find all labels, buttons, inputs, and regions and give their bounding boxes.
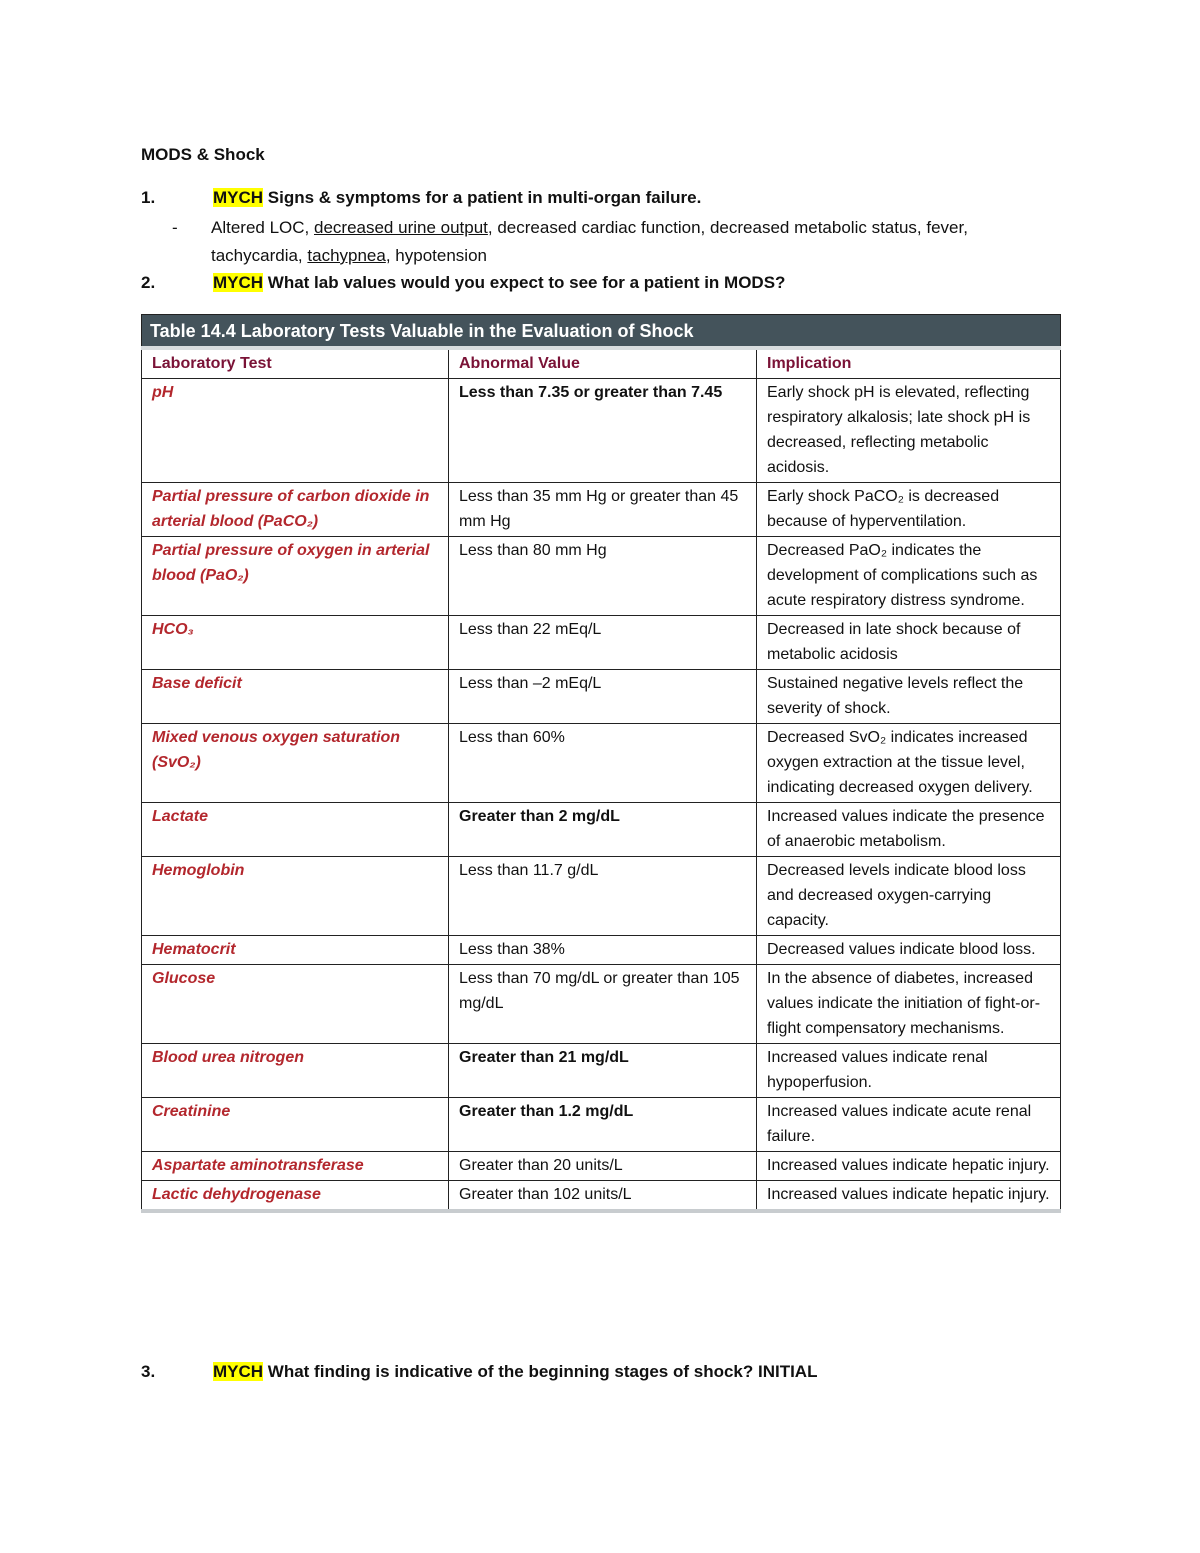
header-implication: Implication [757,348,1061,379]
header-laboratory-test: Laboratory Test [142,348,449,379]
question-3 [141,1362,817,1382]
table-row [142,483,1061,537]
implication: Decreased PaO₂ indicates the development of complications such as acute respiratory distress syndrome. [757,537,1061,616]
table-row [142,616,1061,670]
abnormal-value: Less than 60% [449,724,757,803]
table-row [142,724,1061,803]
lab-test-name: pH [142,379,449,483]
lab-test-name: Lactic dehydrogenase [142,1181,449,1212]
lab-test-name: Hemoglobin [142,857,449,936]
table-row [142,1044,1061,1098]
abnormal-value: Less than 7.35 or greater than 7.45 [449,379,757,483]
question-text: What lab values would you expect to see for a patient in MODS? [263,273,786,292]
table-row [142,1181,1061,1212]
question-2 [141,273,785,293]
page-title: MODS & Shock [141,145,265,164]
question-text: What finding is indicative of the beginning stages of shock? INITIAL [263,1362,818,1381]
abnormal-value: Greater than 102 units/L [449,1181,757,1212]
implication: Decreased levels indicate blood loss and decreased oxygen-carrying capacity. [757,857,1061,936]
implication: Increased values indicate renal hypoperfusion. [757,1044,1061,1098]
abnormal-value: Greater than 20 units/L [449,1152,757,1181]
implication: Increased values indicate hepatic injury. [757,1181,1061,1212]
answer-text [211,214,1052,270]
table-row [142,1152,1061,1181]
implication: Increased values indicate the presence of anaerobic metabolism. [757,803,1061,857]
lab-test-name: Partial pressure of carbon dioxide in arterial blood (PaCO₂) [142,483,449,537]
implication: Early shock PaCO₂ is decreased because of hyperventilation. [757,483,1061,537]
implication: In the absence of diabetes, increased values indicate the initiation of fight-or-flight compensatory mechanisms. [757,965,1061,1044]
abnormal-value: Less than 80 mm Hg [449,537,757,616]
lab-test-name: Hematocrit [142,936,449,965]
lab-test-name: Lactate [142,803,449,857]
implication: Increased values indicate acute renal failure. [757,1098,1061,1152]
bullet-dash: - [172,218,178,237]
table-row [142,670,1061,724]
abnormal-value: Less than 11.7 g/dL [449,857,757,936]
table-row [142,857,1061,936]
question-1 [141,188,701,208]
lab-test-name: HCO₃ [142,616,449,670]
table-row [142,936,1061,965]
implication: Decreased SvO₂ indicates increased oxygen extraction at the tissue level, indicating decreased oxygen delivery. [757,724,1061,803]
mych-tag: MYCH [213,1362,264,1381]
lab-test-name: Creatinine [142,1098,449,1152]
implication: Sustained negative levels reflect the severity of shock. [757,670,1061,724]
table-header-row [142,348,1061,379]
answer-part: Altered LOC, [211,218,314,237]
table-caption-row [142,315,1061,349]
lab-test-name: Glucose [142,965,449,1044]
table-caption: Table 14.4 Laboratory Tests Valuable in the Evaluation of Shock [142,315,1061,349]
answer-part: , decreased cardiac function, decreased metabolic status, fever, tachycardia, [211,218,968,265]
lab-tests-table [141,314,1061,1213]
table-row [142,803,1061,857]
answer-part: , hypotension [385,246,487,265]
table-row [142,537,1061,616]
question-number: 1. [141,188,156,207]
implication: Increased values indicate hepatic injury. [757,1152,1061,1181]
underlined-term: decreased urine output [314,218,488,237]
answer-1 [172,214,1052,270]
abnormal-value: Less than 38% [449,936,757,965]
implication: Early shock pH is elevated, reflecting respiratory alkalosis; late shock pH is decreased, reflecting metabolic acidosis. [757,379,1061,483]
lab-test-name: Partial pressure of oxygen in arterial blood (PaO₂) [142,537,449,616]
table-row [142,379,1061,483]
lab-test-name: Mixed venous oxygen saturation (SvO₂) [142,724,449,803]
lab-test-name: Base deficit [142,670,449,724]
header-abnormal-value: Abnormal Value [449,348,757,379]
mych-tag: MYCH [213,188,264,207]
question-text: Signs & symptoms for a patient in multi-organ failure. [263,188,702,207]
underlined-term: tachypnea [307,246,386,265]
abnormal-value: Greater than 1.2 mg/dL [449,1098,757,1152]
table-row [142,1098,1061,1152]
implication: Decreased in late shock because of metabolic acidosis [757,616,1061,670]
implication: Decreased values indicate blood loss. [757,936,1061,965]
table-row [142,965,1061,1044]
abnormal-value: Greater than 2 mg/dL [449,803,757,857]
lab-test-name: Aspartate aminotransferase [142,1152,449,1181]
question-number: 3. [141,1362,156,1381]
abnormal-value: Greater than 21 mg/dL [449,1044,757,1098]
question-number: 2. [141,273,156,292]
mych-tag: MYCH [213,273,264,292]
abnormal-value: Less than –2 mEq/L [449,670,757,724]
abnormal-value: Less than 22 mEq/L [449,616,757,670]
abnormal-value: Less than 70 mg/dL or greater than 105 mg/dL [449,965,757,1044]
lab-test-name: Blood urea nitrogen [142,1044,449,1098]
abnormal-value: Less than 35 mm Hg or greater than 45 mm Hg [449,483,757,537]
